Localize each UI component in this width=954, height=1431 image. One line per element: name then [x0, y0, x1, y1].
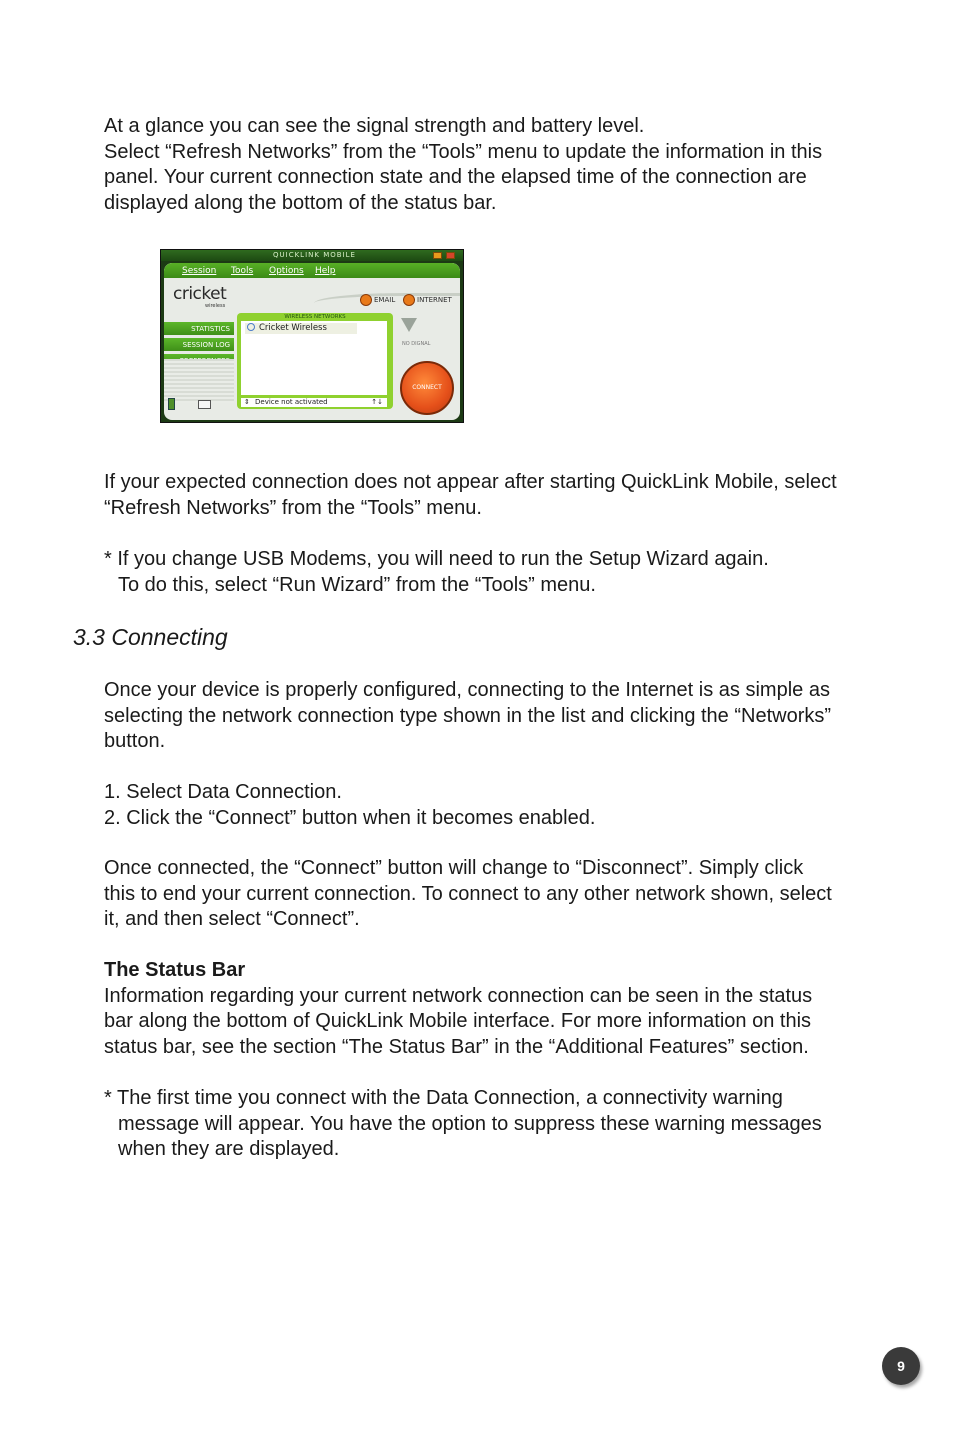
- usb-note-line: * If you change USB Modems, you will need to run the Setup Wizard again.: [104, 548, 769, 570]
- refresh-paragraph: [104, 470, 894, 521]
- connected-line: this to end your current connection. To connect to any other network shown, select: [104, 882, 832, 905]
- warning-line: when they are displayed.: [118, 1138, 340, 1160]
- status-arrows-icon: ↑↓: [371, 398, 383, 406]
- sidebar-item-session-log: [164, 338, 234, 351]
- status-bar-line: Information regarding your current network connection can be seen in the status: [104, 984, 813, 1007]
- connect-label: CONNECT: [412, 384, 442, 391]
- internet-label: INTERNET: [417, 296, 452, 304]
- network-icon: [247, 323, 255, 331]
- refresh-line: “Refresh Networks” from the “Tools” menu.: [104, 496, 482, 519]
- menu-options: Options: [269, 266, 304, 276]
- network-name: Cricket Wireless: [259, 323, 327, 333]
- connected-line: Once connected, the “Connect” button will change to “Disconnect”. Simply click: [104, 857, 804, 879]
- connect-button: [400, 361, 454, 415]
- intro-line: At a glance you can see the signal strength and battery level.: [104, 115, 645, 137]
- connecting-line: Once your device is properly configured, connecting to the Internet is as simple as: [104, 679, 830, 701]
- status-updown-icon: ⇕: [244, 398, 250, 406]
- battery-icon: [168, 398, 175, 410]
- usb-note: [104, 547, 894, 598]
- status-bar-section: [104, 958, 894, 1060]
- connected-line: it, and then select “Connect”.: [104, 908, 360, 930]
- connecting-line: button.: [104, 730, 166, 752]
- sidebar-label: STATISTICS: [191, 325, 230, 333]
- connecting-line: selecting the network connection type shown in the list and clicking the “Networks”: [104, 704, 832, 727]
- warning-note: [104, 1086, 894, 1163]
- section-heading: 3.3 Connecting: [73, 624, 228, 650]
- page-number: 9: [882, 1347, 920, 1385]
- cricket-logo: cricket: [173, 284, 227, 304]
- networks-list: [241, 321, 387, 395]
- app-titlebar: [161, 250, 463, 261]
- steps-list: [104, 780, 894, 831]
- warning-line: * The first time you connect with the Data Connection, a connectivity warning: [104, 1087, 783, 1109]
- minimize-icon: [433, 252, 442, 259]
- email-label: EMAIL: [374, 296, 396, 304]
- cricket-logo-sub: wireless: [205, 303, 226, 309]
- menu-tools: Tools: [231, 266, 254, 276]
- status-bar-line: status bar, see the section “The Status Bar” in the “Additional Features” section.: [104, 1035, 809, 1058]
- app-body: [164, 263, 460, 420]
- connecting-paragraph: [104, 678, 894, 755]
- email-icon: [360, 294, 372, 306]
- quicklink-screenshot: [160, 249, 464, 423]
- networks-header: WIRELESS NETWORKS: [284, 314, 346, 320]
- networks-panel: [237, 313, 393, 409]
- refresh-line: If your expected connection does not appear after starting QuickLink Mobile, select: [104, 471, 837, 493]
- status-text: Device not activated: [255, 398, 328, 406]
- step-item: 2. Click the “Connect” button when it becomes enabled.: [104, 806, 596, 829]
- step-item: 1. Select Data Connection.: [104, 781, 342, 803]
- sidebar-label: SESSION LOG: [182, 341, 230, 349]
- usb-note-line: To do this, select “Run Wizard” from the “Tools” menu.: [118, 573, 596, 596]
- warning-line: message will appear. You have the option to suppress these warning messages: [118, 1112, 822, 1135]
- connected-paragraph: [104, 856, 894, 933]
- sidebar-stripes: [164, 359, 234, 403]
- network-item: [245, 323, 357, 334]
- status-bar-title: The Status Bar: [104, 959, 246, 981]
- signal-label: NO DIGNAL: [402, 341, 431, 347]
- intro-paragraph: [104, 114, 894, 216]
- app-menubar: [164, 263, 460, 278]
- signal-funnel-icon: [401, 318, 417, 332]
- menu-help: Help: [315, 266, 336, 276]
- app-status-bar: [241, 398, 387, 407]
- app-title: QUICKLINK MOBILE: [273, 251, 356, 259]
- envelope-icon: [198, 400, 211, 409]
- sidebar-item-statistics: [164, 322, 234, 335]
- intro-line: displayed along the bottom of the status bar.: [104, 191, 497, 214]
- internet-icon: [403, 294, 415, 306]
- intro-line: Select “Refresh Networks” from the “Tools” menu to update the information in this: [104, 140, 823, 163]
- intro-line: panel. Your current connection state and the elapsed time of the connection are: [104, 166, 807, 188]
- menu-session: Session: [182, 266, 217, 276]
- status-bar-line: bar along the bottom of QuickLink Mobile interface. For more information on this: [104, 1010, 812, 1032]
- close-icon: [446, 252, 455, 259]
